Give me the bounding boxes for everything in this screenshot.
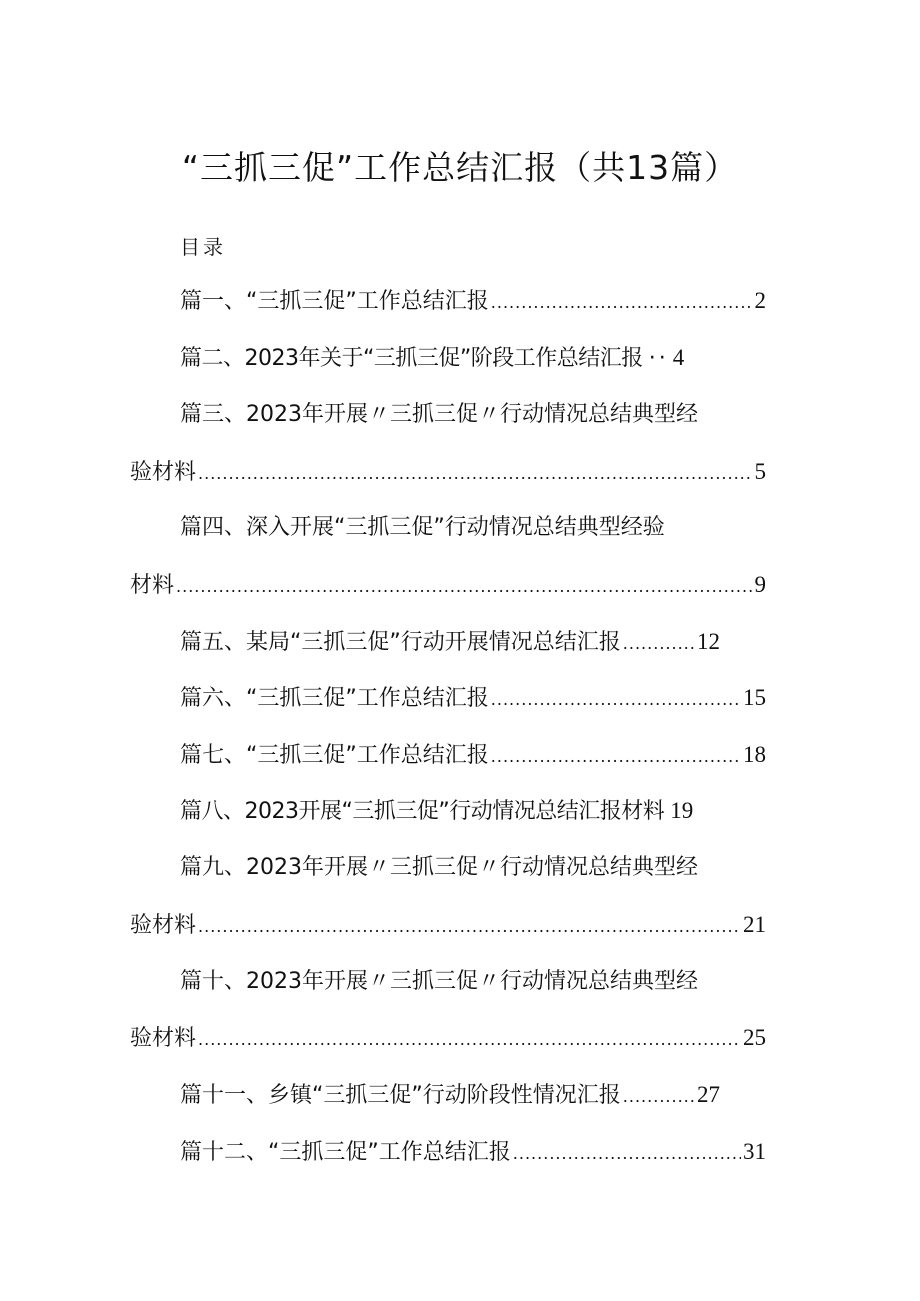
- toc-page-number: 19: [670, 798, 694, 823]
- toc-entry-4-continued[interactable]: [130, 565, 766, 605]
- toc-entry-3-continued[interactable]: [130, 452, 766, 492]
- document-title: “三抓三促”工作总结汇报（共13篇）: [181, 148, 739, 187]
- toc-dot-leader: [198, 907, 741, 945]
- toc-page-number: 4: [672, 345, 685, 370]
- toc-entry-title: 篇十一、乡镇“三抓三促”行动阶段性情况汇报: [180, 1083, 621, 1108]
- toc-entry-title: 篇三、2023年开展〃三抓三促〃行动情况总结典型经: [180, 402, 698, 427]
- toc-page-number: 15: [743, 685, 766, 710]
- toc-dot-leader: [198, 1020, 741, 1058]
- toc-entry-4[interactable]: [180, 508, 766, 548]
- toc-heading: 目录: [180, 235, 226, 259]
- toc-page-number: 18: [743, 742, 766, 767]
- toc-page-number: 5: [754, 459, 766, 484]
- toc-entry-5[interactable]: [180, 622, 720, 662]
- toc-entry-10-continued[interactable]: [130, 1018, 766, 1058]
- toc-entry-title: 材料: [130, 573, 175, 598]
- toc-entry-title: 篇九、2023年开展〃三抓三促〃行动情况总结典型经: [180, 855, 698, 880]
- toc-entry-title: 验材料: [130, 460, 197, 485]
- toc-entry-7[interactable]: [180, 735, 766, 775]
- toc-dot-leader: [198, 454, 752, 492]
- toc-dot-leader: [623, 1077, 695, 1115]
- toc-entry-9-continued[interactable]: [130, 905, 766, 945]
- toc-dot-leader: [491, 680, 741, 718]
- toc-entry-1[interactable]: [180, 281, 766, 321]
- toc-dot-leader: [623, 624, 695, 662]
- toc-entry-title: 篇七、“三抓三促”工作总结汇报: [180, 743, 489, 768]
- toc-page-number: 21: [743, 912, 766, 937]
- toc-dot-leader: [176, 567, 752, 605]
- toc-entry-title: 篇五、某局“三抓三促”行动开展情况总结汇报: [180, 630, 621, 655]
- toc-dot-leader: ··: [648, 346, 669, 371]
- toc-page-number: 25: [743, 1025, 766, 1050]
- toc-entry-title: 篇八、2023开展“三抓三促”行动情况总结汇报材料: [180, 799, 665, 824]
- toc-entry-6[interactable]: [180, 678, 766, 718]
- toc-dot-leader: [513, 1134, 741, 1172]
- toc-dot-leader: [491, 737, 741, 775]
- toc-page-number: 12: [697, 629, 720, 654]
- toc-entry-title: 篇六、“三抓三促”工作总结汇报: [180, 686, 489, 711]
- toc-entry-10[interactable]: [180, 962, 766, 1002]
- toc-entry-title: 篇十、2023年开展〃三抓三促〃行动情况总结典型经: [180, 969, 698, 994]
- toc-entry-title: 验材料: [130, 1026, 197, 1051]
- toc-entry-8[interactable]: [180, 791, 766, 831]
- toc-entry-title: 篇四、深入开展“三抓三促”行动情况总结典型经验: [180, 515, 665, 540]
- toc-page-number: 9: [754, 572, 766, 597]
- toc-entry-3[interactable]: [180, 395, 766, 435]
- toc-entry-2[interactable]: [180, 338, 766, 378]
- toc-entry-title: 篇二、2023年关于“三抓三促”阶段工作总结汇报: [180, 346, 643, 371]
- toc-entry-title: 篇十二、“三抓三促”工作总结汇报: [180, 1140, 511, 1165]
- toc-page-number: 27: [697, 1082, 720, 1107]
- toc-dot-leader: [491, 283, 753, 321]
- toc-entry-11[interactable]: [180, 1075, 720, 1115]
- toc-entry-title: 篇一、“三抓三促”工作总结汇报: [180, 289, 489, 314]
- toc-page-number: 2: [754, 288, 766, 313]
- toc-entry-title: 验材料: [130, 913, 197, 938]
- toc-entry-12[interactable]: [180, 1132, 766, 1172]
- toc-entry-9[interactable]: [180, 848, 766, 888]
- toc-page-number: 31: [743, 1139, 766, 1164]
